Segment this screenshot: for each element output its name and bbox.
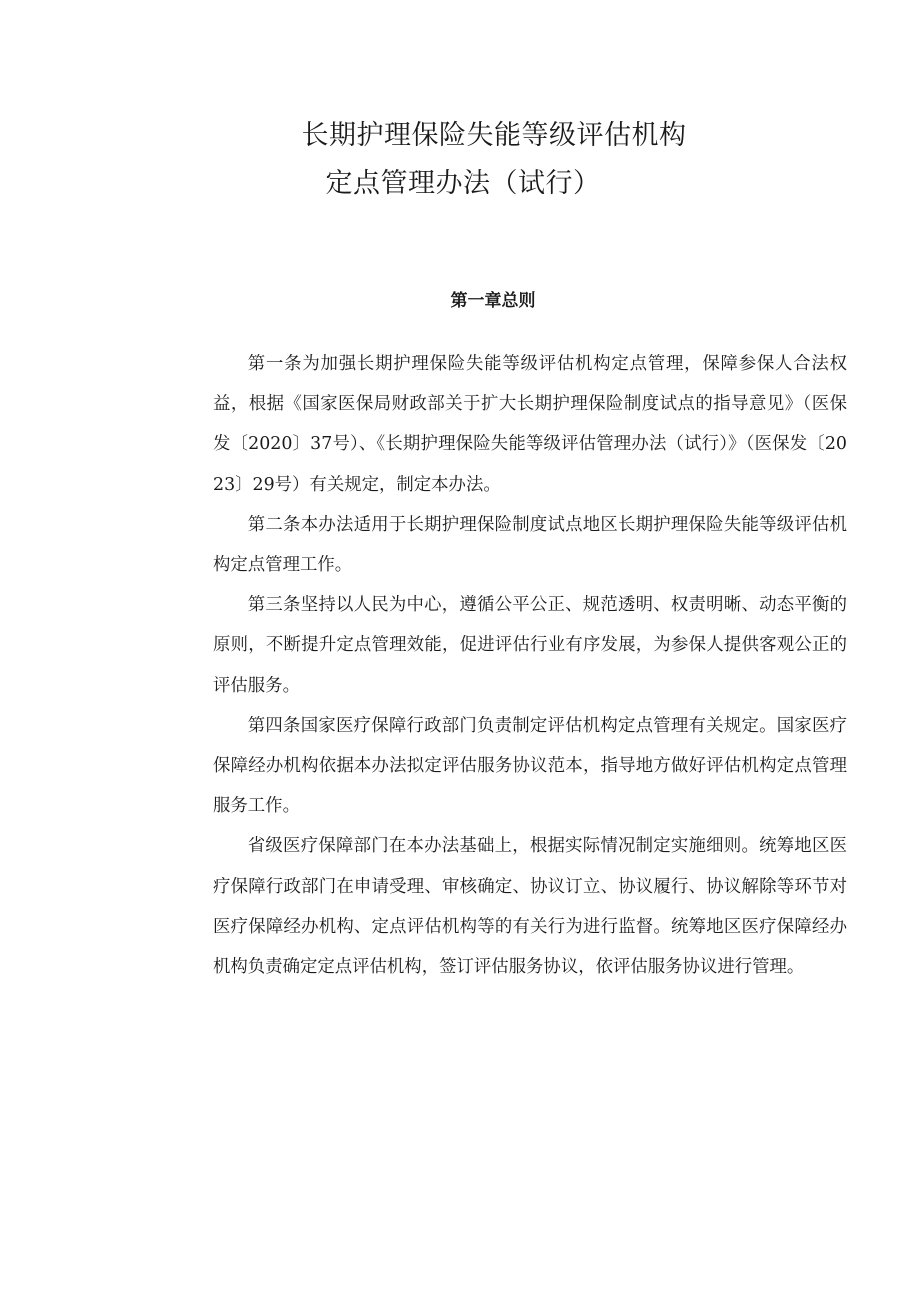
document-body [213, 344, 847, 987]
chapter-heading: 第一章总则 [450, 291, 536, 311]
article-3: 第三条坚持以人民为中心，遵循公平公正、规范透明、权责明晰、动态平衡的原则，不断提升定点管理效能，促进评估行业有序发展，为参保人提供客观公正的评估服务。 [213, 595, 847, 696]
article-4-paragraph-2: 省级医疗保障部门在本办法基础上，根据实际情况制定实施细则。统筹地区医疗保障行政部门在申请受理、审核确定、协议订立、协议履行、协议解除等环节对医疗保障经办机构、定点评估机构等的有关行为进行监督。统筹地区医疗保障经办机构负责确定定点评估机构，签订评估服务协议，依评估服务协议进行管理。 [213, 836, 847, 978]
article-2: 第二条本办法适用于长期护理保险制度试点地区长期护理保险失能等级评估机构定点管理工作。 [213, 514, 847, 576]
title-line-1: 长期护理保险失能等级评估机构 [301, 120, 687, 151]
article-4: 第四条国家医疗保障行政部门负责制定评估机构定点管理有关规定。国家医疗保障经办机构依据本办法拟定评估服务协议范本，指导地方做好评估机构定点管理服务工作。 [213, 715, 847, 817]
document-title [0, 112, 920, 208]
article-1: 第一条为加强长期护理保险失能等级评估机构定点管理，保障参保人合法权益，根据《国家医保局财政部关于扩大长期护理保险制度试点的指导意见》（医保发〔2020〕37号）、《长期护理保险失能等级评估管理办法（试行）》（医保发〔2023〕29号）有关规定，制定本办法。 [213, 354, 847, 495]
title-line-2: 定点管理办法（试行） [325, 168, 601, 199]
